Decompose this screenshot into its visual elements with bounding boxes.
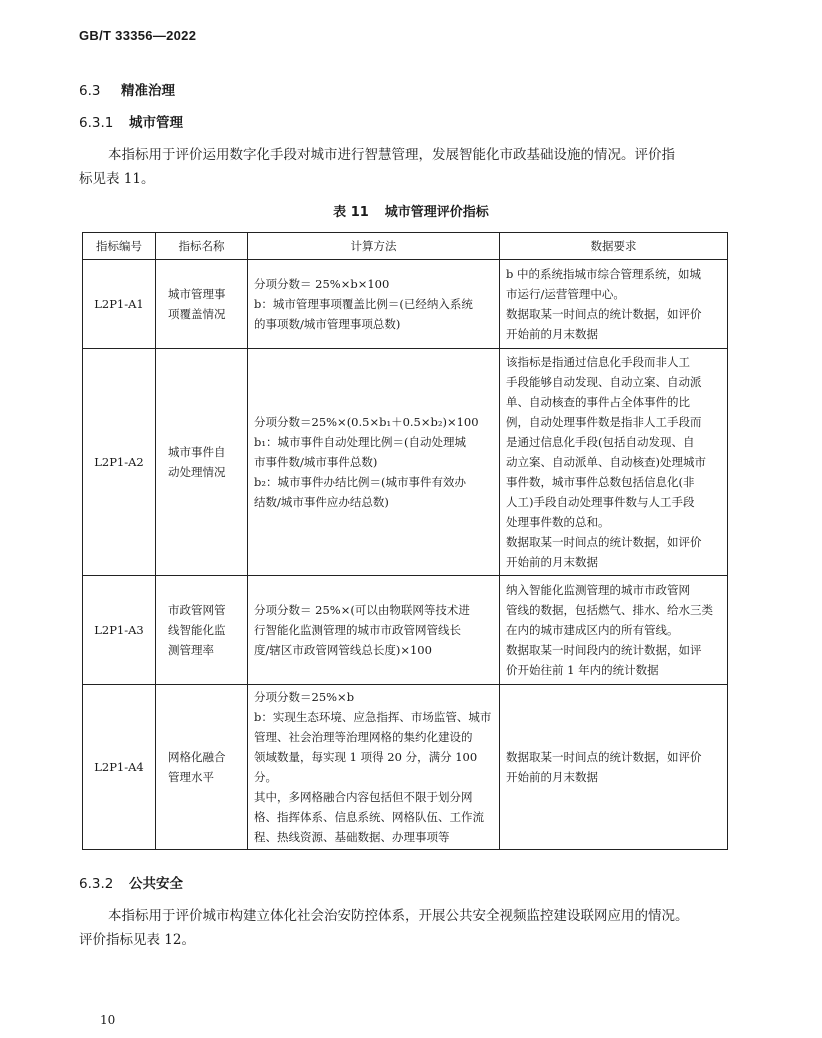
cell-line: 程、热线资源、基础数据、办理事项等	[254, 830, 450, 844]
cell-line: b 中的系统指城市综合管理系统，如城	[506, 267, 702, 281]
data-requirement	[500, 349, 728, 576]
cell-line: 事件数，城市事件总数包括信息化(非	[506, 475, 695, 489]
cell-line: 管理、社会治理等治理网格的集约化建设的	[254, 730, 473, 744]
indicator-code: L2P1-A1	[83, 260, 156, 349]
section-heading-6-3-1	[79, 111, 183, 131]
table-row	[83, 260, 728, 349]
cell-line: 结数/城市事件应办结总数)	[254, 495, 389, 509]
paragraph-6-3-1-line1: 本指标用于评价运用数字化手段对城市进行智慧管理，发展智能化市政基础设施的情况。评价指	[108, 147, 675, 163]
cell-line: 数据取某一时间段内的统计数据，如评	[506, 643, 702, 657]
cell-line: 分项分数＝25%×(0.5×b₁＋0.5×b₂)×100	[254, 415, 479, 429]
indicator-code: L2P1-A3	[83, 576, 156, 685]
cell-line: 是通过信息化手段(包括自动发现、自	[506, 435, 695, 449]
cell-line: 格、指挥体系、信息系统、网格队伍、工作流	[254, 810, 484, 824]
cell-line: 分项分数＝ 25%×b×100	[254, 277, 390, 291]
section-heading-6-3	[79, 79, 175, 99]
calculation-method	[248, 576, 500, 685]
calculation-method	[248, 260, 500, 349]
table-row	[83, 576, 728, 685]
table-row	[83, 349, 728, 576]
table-caption	[0, 201, 822, 220]
header-cell: 数据要求	[500, 233, 728, 260]
cell-line: 分项分数＝25%×b	[254, 690, 355, 704]
cell-line: 数据取某一时间点的统计数据，如评价	[506, 307, 702, 321]
section-title: 公共安全	[129, 876, 183, 892]
cell-line: 管理水平	[168, 770, 214, 784]
cell-line: 行智能化监测管理的城市市政管网管线长	[254, 623, 461, 637]
cell-line: 在内的城市建成区内的所有管线。	[506, 623, 679, 637]
cell-line: 纳入智能化监测管理的城市市政管网	[506, 583, 690, 597]
indicator-name	[156, 349, 248, 576]
cell-line: 市运行/运营管理中心。	[506, 287, 625, 301]
cell-line: b₁：城市事件自动处理比例＝(自动处理城	[254, 435, 466, 449]
cell-line: 数据取某一时间点的统计数据，如评价	[506, 535, 702, 549]
cell-line: 开始前的月末数据	[506, 327, 598, 341]
cell-line: 网格化融合	[168, 750, 226, 764]
paragraph-6-3-2-line2: 评价指标见表 12。	[79, 932, 195, 948]
cell-line: b：城市管理事项覆盖比例＝(已经纳入系统	[254, 297, 473, 311]
cell-line: 分项分数＝ 25%×(可以由物联网等技术进	[254, 603, 470, 617]
cell-line: 手段能够自动发现、自动立案、自动派	[506, 375, 702, 389]
section-number: 6.3	[79, 83, 101, 99]
cell-line: 其中，多网格融合内容包括但不限于划分网	[254, 790, 473, 804]
cell-line: b₂：城市事件办结比例＝(城市事件有效办	[254, 475, 466, 489]
evaluation-table	[82, 232, 728, 850]
cell-line: 数据取某一时间点的统计数据，如评价	[506, 750, 702, 764]
cell-line: 开始前的月末数据	[506, 555, 598, 569]
data-requirement	[500, 260, 728, 349]
section-title: 精准治理	[121, 83, 175, 99]
header-cell: 指标名称	[156, 233, 248, 260]
paragraph-6-3-2-line1: 本指标用于评价城市构建立体化社会治安防控体系，开展公共安全视频监控建设联网应用的情况。	[108, 908, 689, 924]
indicator-name	[156, 685, 248, 850]
cell-line: 管线的数据，包括燃气、排水、给水三类	[506, 603, 713, 617]
cell-line: 市事件数/城市事件总数)	[254, 455, 378, 469]
cell-line: 开始前的月末数据	[506, 770, 598, 784]
cell-line: 处理事件数的总和。	[506, 515, 610, 529]
indicator-code: L2P1-A4	[83, 685, 156, 850]
cell-line: b：实现生态环境、应急指挥、市场监管、城市	[254, 710, 492, 724]
cell-line: 测管理率	[168, 643, 214, 657]
calculation-method	[248, 685, 500, 850]
cell-line: 项覆盖情况	[168, 307, 226, 321]
table-number: 表 11	[333, 205, 369, 220]
table-title: 城市管理评价指标	[384, 205, 489, 220]
cell-line: 动处理情况	[168, 465, 226, 479]
data-requirement	[500, 685, 728, 850]
header-cell: 指标编号	[83, 233, 156, 260]
cell-line: 市政管网管	[168, 603, 226, 617]
section-number: 6.3.1	[79, 115, 114, 131]
cell-line: 单、自动核查的事件占全体事件的比	[506, 395, 690, 409]
cell-line: 线智能化监	[168, 623, 226, 637]
table-row	[83, 685, 728, 850]
cell-line: 动立案、自动派单、自动核查)处理城市	[506, 455, 706, 469]
cell-line: 价开始往前 1 年内的统计数据	[506, 663, 659, 677]
section-title: 城市管理	[129, 115, 183, 131]
cell-line: 人工)手段自动处理事件数与人工手段	[506, 495, 695, 509]
cell-line: 度/辖区市政管网管线总长度)×100	[254, 643, 432, 657]
data-requirement	[500, 576, 728, 685]
header-cell: 计算方法	[248, 233, 500, 260]
table-header-row	[83, 233, 728, 260]
section-number: 6.3.2	[79, 876, 114, 892]
cell-line: 例，自动处理事件数是指非人工手段而	[506, 415, 702, 429]
paragraph-6-3-1-line2: 标见表 11。	[79, 171, 155, 187]
cell-line: 领域数量，每实现 1 项得 20 分，满分 100 分。	[254, 750, 478, 784]
page-number: 10	[100, 1013, 116, 1027]
indicator-name	[156, 576, 248, 685]
section-heading-6-3-2	[79, 872, 183, 892]
cell-line: 的事项数/城市管理事项总数)	[254, 317, 401, 331]
indicator-name	[156, 260, 248, 349]
cell-line: 城市管理事	[168, 287, 226, 301]
indicator-code: L2P1-A2	[83, 349, 156, 576]
calculation-method	[248, 349, 500, 576]
standard-number: GB/T 33356—2022	[79, 28, 197, 43]
cell-line: 该指标是指通过信息化手段而非人工	[506, 355, 690, 369]
cell-line: 城市事件自	[168, 445, 226, 459]
